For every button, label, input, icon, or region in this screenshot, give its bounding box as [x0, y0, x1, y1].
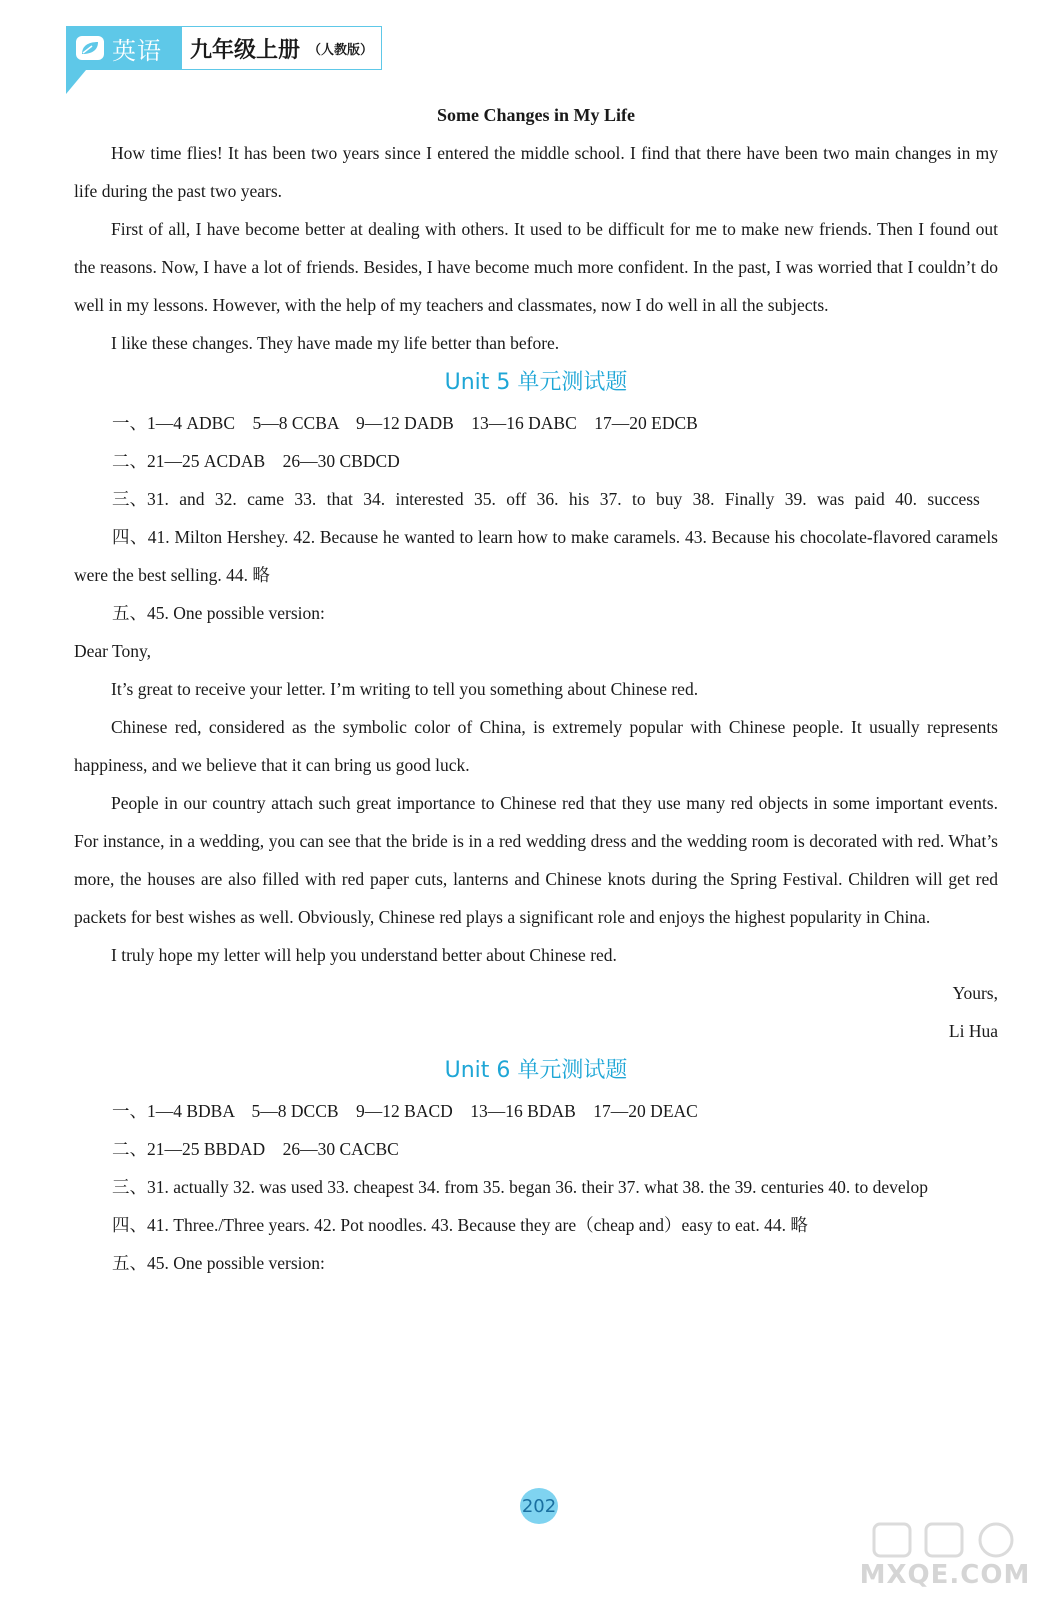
unit5-section1: 一、1—4 ADBC 5—8 CCBA 9—12 DADB 13—16 DABC 17—20 EDCB	[112, 413, 698, 433]
grade-label: 九年级上册	[190, 37, 301, 63]
essay-paragraph: How time flies! It has been two years since I entered the middle school. I find that there have been two main changes in my life during the past two years.	[74, 143, 998, 201]
letter-paragraph: Chinese red, considered as the symbolic color of China, is extremely popular with Chinese people. It usually represents happiness, and we believe that it can bring us good luck.	[74, 717, 998, 775]
unit6-section1: 一、1—4 BDBA 5—8 DCCB 9—12 BACD 13—16 BDAB 17—20 DEAC	[112, 1101, 698, 1121]
page-content	[74, 96, 998, 1282]
unit5-section3: 三、31. and 32. came 33. that 34. interested 35. off 36. his 37. to buy 38. Finally 39. was paid 40. success	[112, 489, 980, 509]
essay-paragraph: I like these changes. They have made my life better than before.	[111, 333, 560, 353]
subject-label: 英语	[112, 36, 162, 65]
unit6-section4: 四、41. Three./Three years. 42. Pot noodles. 43. Because they are（cheap and）easy to eat. 44. 略	[112, 1215, 808, 1235]
answer-site-logo-icon	[870, 1520, 1020, 1560]
page-number: 202	[520, 1488, 558, 1524]
unit6-section5: 五、45. One possible version:	[112, 1253, 325, 1273]
letter-paragraph: I truly hope my letter will help you understand better about Chinese red.	[111, 945, 617, 965]
edition-label: （人教版）	[308, 42, 374, 58]
letter-signature: Li Hua	[948, 1021, 998, 1041]
unit6-section2: 二、21—25 BBDAD 26—30 CACBC	[112, 1139, 399, 1159]
unit5-section4: 四、41. Milton Hershey. 42. Because he wanted to learn how to make caramels. 43. Because his chocolate-flavored caramels were the best selling. 44. 略	[74, 527, 998, 585]
letter-greeting: Dear Tony,	[74, 641, 152, 661]
letter-closing: Yours,	[952, 983, 998, 1003]
watermark	[860, 1510, 1030, 1590]
watermark-text: MXQE.COM	[859, 1560, 1031, 1590]
grade-box	[182, 26, 382, 70]
unit5-section5: 五、45. One possible version:	[112, 603, 325, 623]
letter-paragraph: It’s great to receive your letter. I’m writing to tell you something about Chinese red.	[111, 679, 699, 699]
essay-title: Some Changes in My Life	[437, 105, 635, 125]
letter-paragraph: People in our country attach such great importance to Chinese red that they use many red objects in some important events. For instance, in a wedding, you can see that the bride is in a red wedding dress and the wedding room is decorated with red. What’s more, the houses are also filled with red paper cuts, lanterns and Chinese knots during the Spring Festival. Children will get red packets for best wishes as well. Obviously, Chinese red plays a significant role and enjoys the highest popularity in China.	[74, 793, 998, 927]
leaf-icon	[76, 36, 104, 60]
unit5-section2: 二、21—25 ACDAB 26—30 CBDCD	[112, 451, 400, 471]
page-header	[66, 26, 382, 70]
unit5-title: Unit 5 单元测试题	[444, 370, 628, 395]
subject-tab	[66, 26, 182, 70]
unit6-section3: 三、31. actually 32. was used 33. cheapest 34. from 35. began 36. their 37. what 38. the 39. centuries 40. to develop	[112, 1177, 928, 1197]
essay-paragraph: First of all, I have become better at dealing with others. It used to be difficult for me to make new friends. Then I found out the reasons. Now, I have a lot of friends. Besides, I have become much more confident. In the past, I was worried that I couldn’t do well in my lessons. However, with the help of my teachers and classmates, now I do well in all the subjects.	[74, 219, 998, 315]
unit6-title: Unit 6 单元测试题	[444, 1058, 628, 1083]
